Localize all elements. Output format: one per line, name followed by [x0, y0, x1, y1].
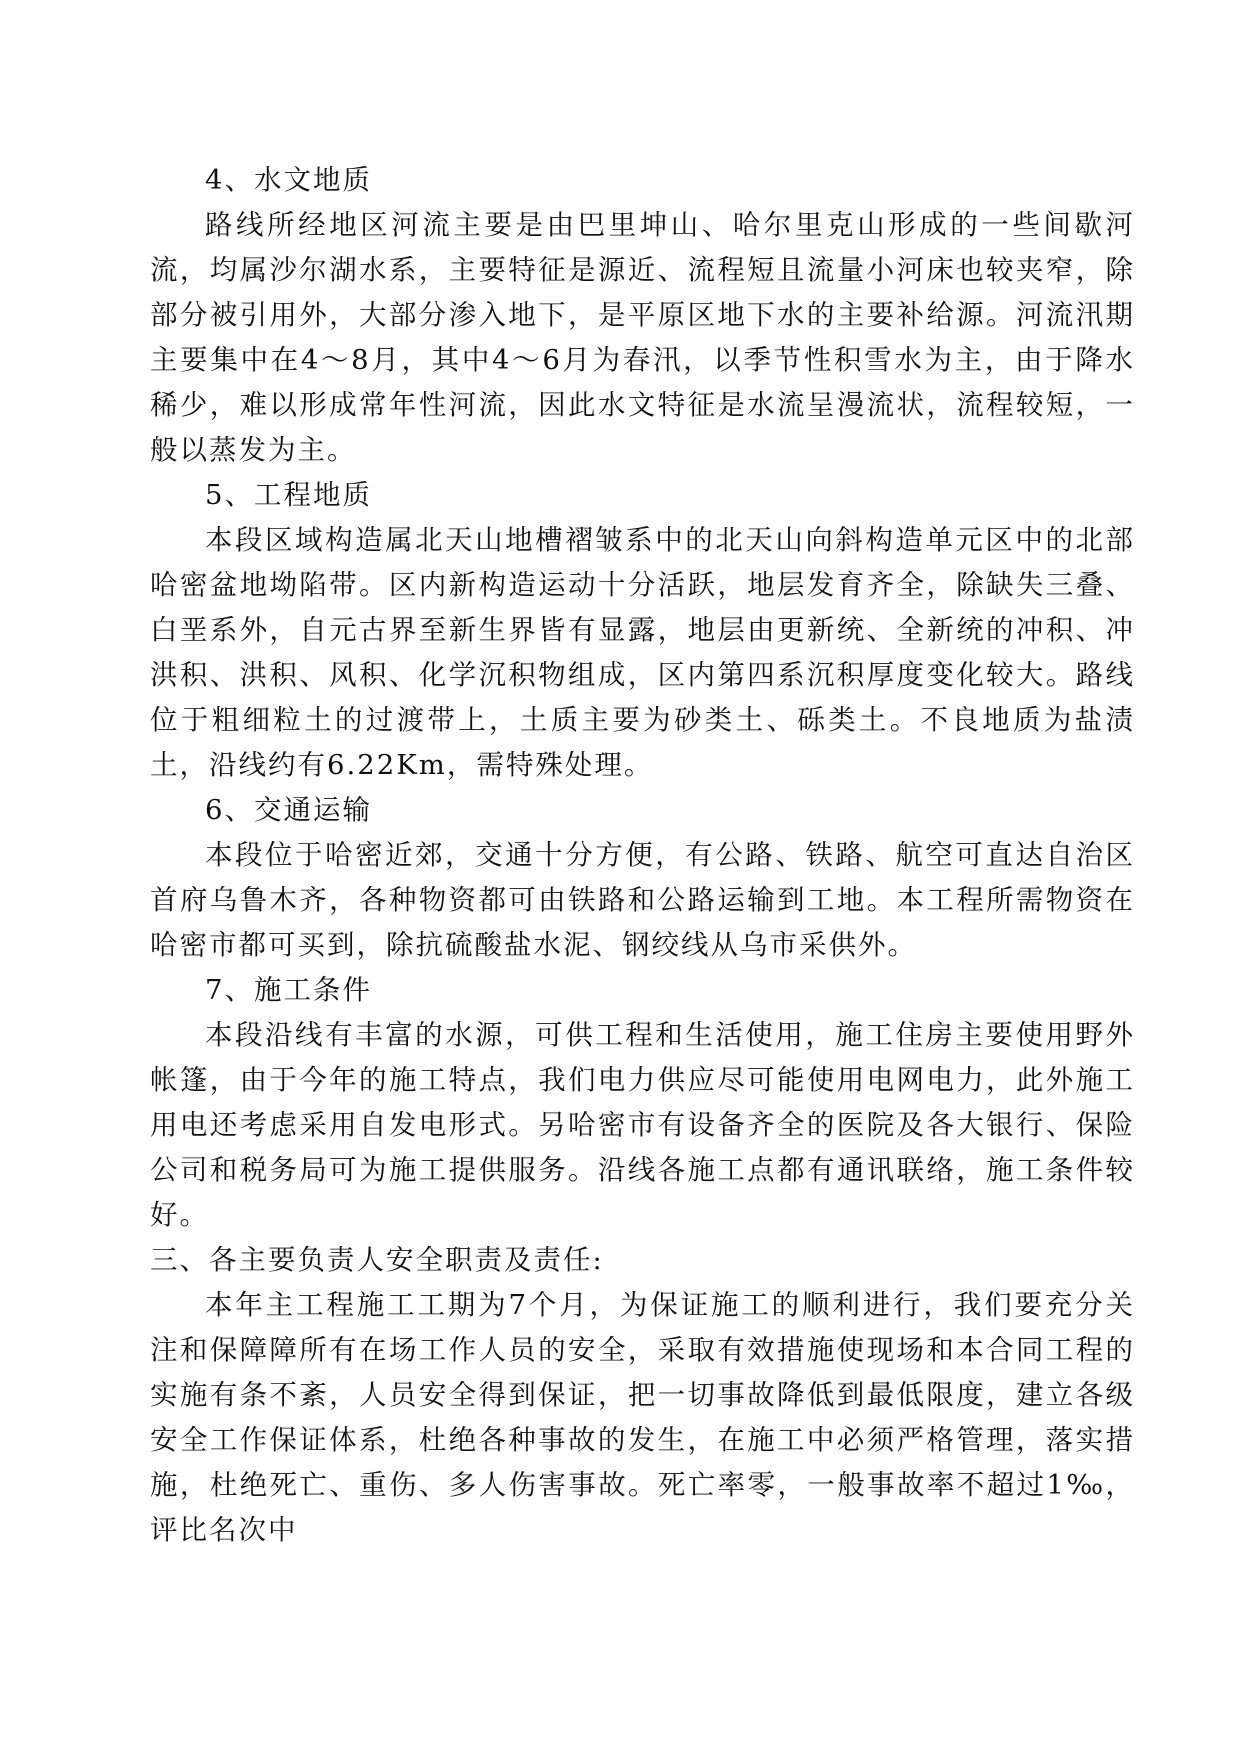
paragraph-construction-conditions: 本段沿线有丰富的水源，可供工程和生活使用，施工住房主要使用野外帐篷，由于今年的施工特点，我们电力供应尽可能使用电网电力，此外施工用电还考虑采用自发电形式。另哈密市有设备齐全的医院及各大银行、保险公司和税务局可为施工提供服务。沿线各施工点都有通讯联络，施工条件较好。	[150, 1019, 1135, 1231]
section-title-safety-duties: 三、各主要负责人安全职责及责任:	[150, 1244, 604, 1276]
paragraph-hydrogeology: 路线所经地区河流主要是由巴里坤山、哈尔里克山形成的一些间歇河流，均属沙尔湖水系，主要特征是源近、流程短且流量小河床也较夹窄，除部分被引用外，大部分渗入地下，是平原区地下水的主要补给源。河流汛期主要集中在4～8月，其中4～6月为春汛，以季节性积雪水为主，由于降水稀少，难以形成常年性河流，因此水文特征是水流呈漫流状，流程较短，一般以蒸发为主。	[150, 209, 1135, 466]
paragraph-safety-duties: 本年主工程施工工期为7个月，为保证施工的顺利进行，我们要充分关注和保障障所有在场工作人员的安全，采取有效措施使现场和本合同工程的实施有条不紊，人员安全得到保证，把一切事故降低到最低限度，建立各级安全工作保证体系，杜绝各种事故的发生，在施工中必须严格管理，落实措施，杜绝死亡、重伤、多人伤害事故。死亡率零，一般事故率不超过1‰，评比名次中	[150, 1289, 1135, 1546]
heading-transportation: 6、交通运输	[205, 794, 372, 826]
heading-construction-conditions: 7、施工条件	[205, 974, 372, 1006]
document-page	[150, 158, 1135, 1553]
paragraph-engineering-geology: 本段区域构造属北天山地槽褶皱系中的北天山向斜构造单元区中的北部哈密盆地坳陷带。区内新构造运动十分活跃，地层发育齐全，除缺失三叠、白垩系外，自元古界至新生界皆有显露，地层由更新统、全新统的冲积、冲洪积、洪积、风积、化学沉积物组成，区内第四系沉积厚度变化较大。路线位于粗细粒土的过渡带上，土质主要为砂类土、砾类土。不良地质为盐渍土，沿线约有6.22Km，需特殊处理。	[150, 524, 1135, 781]
heading-hydrogeology: 4、水文地质	[205, 164, 372, 196]
heading-engineering-geology: 5、工程地质	[205, 479, 372, 511]
paragraph-transportation: 本段位于哈密近郊，交通十分方便，有公路、铁路、航空可直达自治区首府乌鲁木齐，各种物资都可由铁路和公路运输到工地。本工程所需物资在哈密市都可买到，除抗硫酸盐水泥、钢绞线从乌市采供外。	[150, 839, 1135, 961]
